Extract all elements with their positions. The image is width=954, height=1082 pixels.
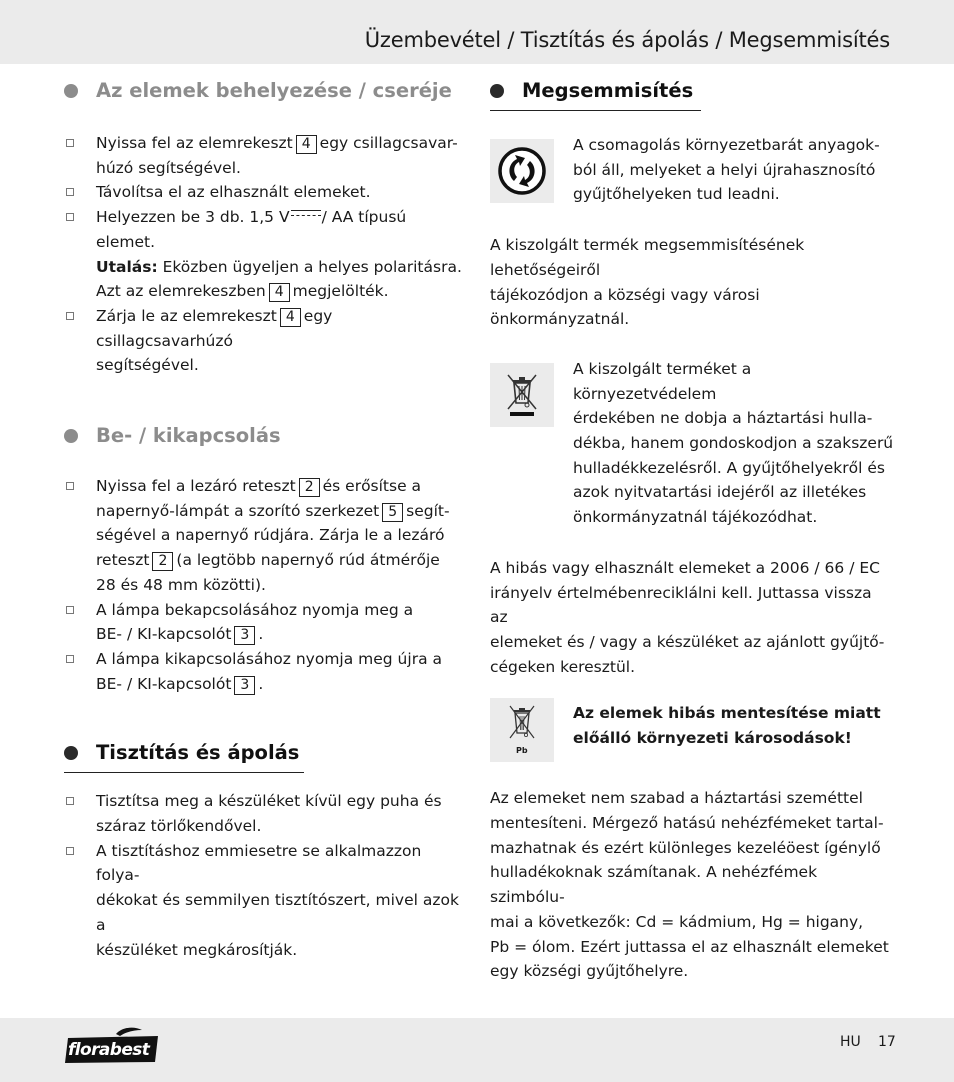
- ref-number: 3: [234, 626, 255, 645]
- battery-steps: [64, 131, 466, 378]
- ref-number: 4: [296, 135, 317, 154]
- section-bullet-icon: [64, 429, 78, 443]
- checkbox-bullet-icon: [66, 655, 74, 663]
- ref-number: 2: [299, 478, 320, 497]
- battery-bin-icon: [490, 698, 554, 762]
- checkbox-bullet-icon: [66, 312, 74, 320]
- crossed-bin-icon: [490, 363, 554, 427]
- checkbox-bullet-icon: [66, 847, 74, 855]
- logo-text: florabest: [68, 1040, 150, 1060]
- cleaning-steps: [64, 789, 466, 962]
- section-title: Az elemek behelyezése / cseréje: [96, 79, 452, 102]
- section-onoff: [64, 423, 466, 696]
- ref-number: 3: [234, 676, 255, 695]
- checkbox-bullet-icon: [66, 188, 74, 196]
- ref-number: 5: [382, 503, 403, 522]
- section-bullet-icon: [64, 84, 78, 98]
- checkbox-bullet-icon: [66, 139, 74, 147]
- left-column: [64, 78, 466, 962]
- section-bullet-icon: [490, 84, 504, 98]
- list-item: Zárja le az elemrekeszt 4 egy csillagcsavarhúzó segítségével.: [64, 304, 466, 378]
- heavy-metals-paragraph: Az elemeket nem szabad a háztartási szeméttel mentesíteni. Mérgező hatású nehézfémeket tartal- mazhatnak és ezért különleges kezeléöest ígénylő hulladékoknak számítanak. A nehézfémek szimbólu- mai a következők: Cd = kádmium, Hg = higany, Pb = ólom. Ezért juttassa el az elhasznált elemeket egy községi gyűjtőhelyre.: [490, 789, 889, 981]
- page-title: Üzembevétel / Tisztítás és ápolás / Megsemmisítés: [364, 28, 890, 52]
- section-title: Megsemmisítés: [522, 79, 694, 102]
- section-cleaning: [64, 740, 466, 962]
- disposal-info-paragraph: A kiszolgált termék megsemmisítésének lehetőségeiről tájékozódjon a községi vagy városi önkormányzatnál.: [490, 236, 805, 329]
- onoff-steps: [64, 474, 466, 696]
- checkbox-bullet-icon: [66, 606, 74, 614]
- weee-block: A kiszolgált terméket a környezetvédelem érdekében ne dobja a háztartási hulla- dékba, hanem gondoskodjon a szakszerű hulladékkezelésről. A gyűjtőhelyekről és azok nyitvatartási idejéről az illetékes önkormányzatnál tájékozódhat.: [490, 357, 894, 530]
- ref-number: 2: [152, 552, 173, 571]
- list-item: Nyissa fel a lezáró reteszt 2 és erősítse a napernyő-lámpát a szorító szerkezet 5 segít- ségével a napernyő rúdjára. Zárja le a lezáró reteszt 2 (a legtöbb napernyő rúd átmérője 28 és 48 mm közötti).: [64, 474, 466, 598]
- florabest-logo: [64, 1026, 160, 1064]
- green-dot-icon: [490, 139, 554, 203]
- list-item: A tisztításhoz emmiesetre se alkalmazzon folya- dékokat és semmilyen tisztítószert, mivel azok a készüléket megkárosítják.: [64, 839, 466, 963]
- list-item: A lámpa kikapcsolásához nyomja meg újra a BE- / KI-kapcsolót 3 .: [64, 647, 466, 696]
- section-title: Be- / kikapcsolás: [96, 424, 281, 448]
- list-item: Helyezzen be 3 db. 1,5 V / AA típusú elemet. Utalás: Eközben ügyeljen a helyes polaritásra. Azt az elemrekeszben 4 megjelölték.: [64, 205, 466, 304]
- right-column: [490, 78, 894, 984]
- battery-warning-block: [490, 696, 894, 760]
- section-battery: [64, 78, 466, 378]
- list-item: Távolítsa el az elhasznált elemeket.: [64, 180, 466, 205]
- section-title: Tisztítás és ápolás: [96, 741, 300, 765]
- packaging-recycling-block: A csomagolás környezetbarát anyagok- ból áll, melyeket a helyi újrahasznosító gyűjtőhelyeken tud leadni.: [490, 133, 894, 207]
- language-code: HU: [840, 1034, 861, 1050]
- ref-number: 4: [269, 283, 290, 302]
- list-item: Tisztítsa meg a készüléket kívül egy puha és száraz törlőkendővel.: [64, 789, 466, 838]
- battery-warning-text: Az elemek hibás mentesítése miatt előálló környezeti károsodások!: [573, 704, 881, 748]
- checkbox-bullet-icon: [66, 482, 74, 490]
- page-number: 17: [878, 1034, 896, 1050]
- checkbox-bullet-icon: [66, 797, 74, 805]
- ref-number: 4: [280, 308, 301, 327]
- list-item: A lámpa bekapcsolásához nyomja meg a BE- / KI-kapcsolót 3 .: [64, 598, 466, 647]
- checkbox-bullet-icon: [66, 213, 74, 221]
- dc-symbol-icon: [291, 210, 321, 220]
- page-header: [0, 0, 954, 64]
- pb-label: Pb: [516, 746, 528, 756]
- list-item: Nyissa fel az elemrekeszt 4 egy csillagcsavar- húzó segítségével.: [64, 131, 466, 180]
- battery-directive-paragraph: A hibás vagy elhasznált elemeket a 2006 / 66 / EC irányelv értelmébenreciklálni kell. Juttassa vissza az elemeket és / vagy a készüléket az ajánlott gyűjtő- cégeken keresztül.: [490, 558, 885, 676]
